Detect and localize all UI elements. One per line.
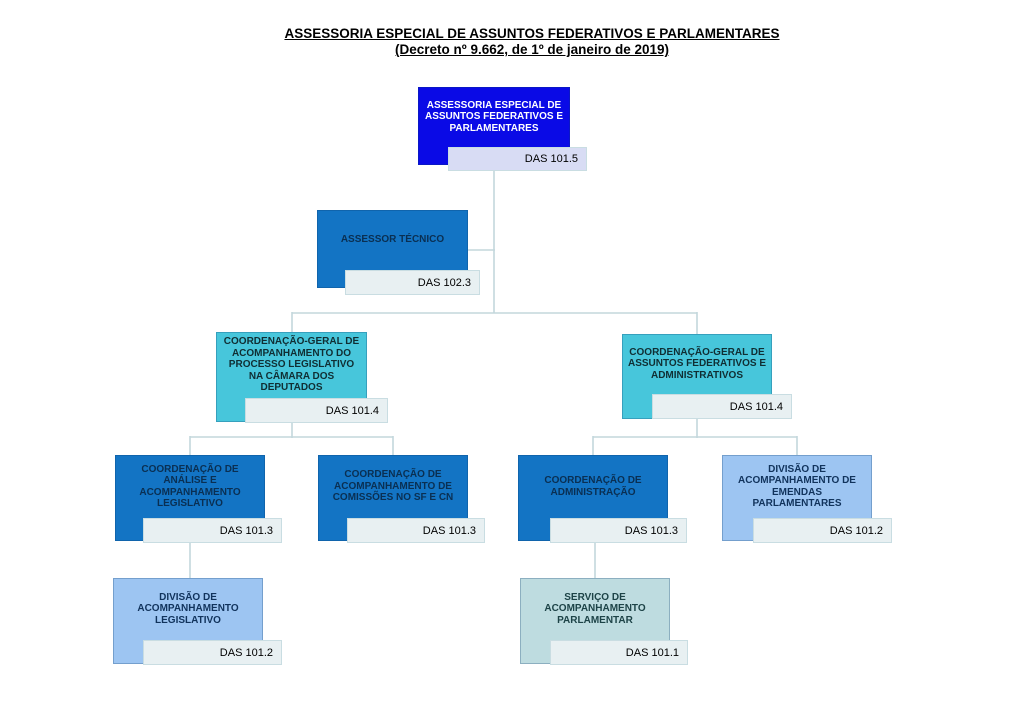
das-badge-c_comissoes: DAS 101.3 [347,518,485,543]
das-badge-assessor: DAS 102.3 [345,270,480,295]
org-node-label: COORDENAÇÃO DE ADMINISTRAÇÃO [544,475,642,498]
das-badge-cg_processo: DAS 101.4 [245,398,388,423]
chart-title-line2: (Decreto nº 9.662, de 1º de janeiro de 2019) [395,42,669,57]
org-node-label: DIVISÃO DE ACOMPANHAMENTO DE EMENDAS PARLAMENTARES [738,463,856,509]
das-badge-c_analise: DAS 101.3 [143,518,282,543]
org-node-label: ASSESSORIA ESPECIAL DE ASSUNTOS FEDERATIVOS E PARLAMENTARES [425,99,563,134]
das-badge-c_admin: DAS 101.3 [550,518,687,543]
org-node-label: COORDENAÇÃO-GERAL DE ACOMPANHAMENTO DO PROCESSO LEGISLATIVO NA CÂMARA DOS DEPUTADOS [223,336,360,394]
chart-title-line1: ASSESSORIA ESPECIAL DE ASSUNTOS FEDERATIVOS E PARLAMENTARES [284,26,780,41]
org-node-label: COORDENAÇÃO-GERAL DE ASSUNTOS FEDERATIVOS E ADMINISTRATIVOS [628,346,766,381]
das-badge-d_emendas: DAS 101.2 [753,518,892,543]
org-node-label: COORDENAÇÃO DE ACOMPANHAMENTO DE COMISSÕES NO SF E CN [332,469,454,504]
org-node-label: SERVIÇO DE ACOMPANHAMENTO PARLAMENTAR [544,591,646,626]
das-badge-assessoria: DAS 101.5 [448,147,587,171]
das-badge-cg_federativos: DAS 101.4 [652,394,792,419]
das-badge-s_parlamentar: DAS 101.1 [550,640,688,665]
das-badge-d_legislativo: DAS 101.2 [143,640,282,665]
org-node-label: DIVISÃO DE ACOMPANHAMENTO LEGISLATIVO [137,591,239,626]
org-node-label: COORDENAÇÃO DE ANÁLISE E ACOMPANHAMENTO LEGISLATIVO [139,463,241,509]
org-node-label: ASSESSOR TÉCNICO [340,234,445,246]
